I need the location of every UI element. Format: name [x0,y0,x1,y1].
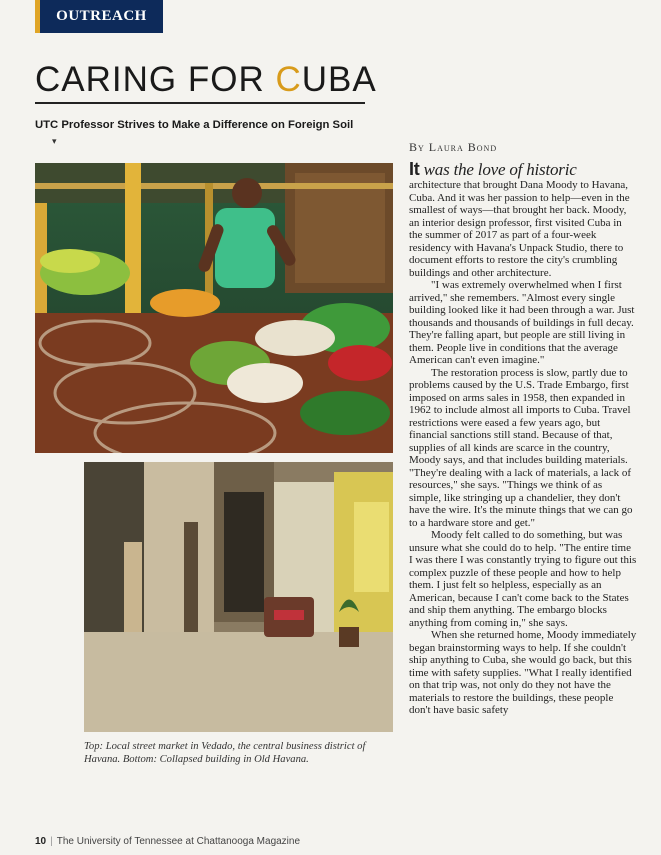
section-tab [35,0,163,33]
title-accent-letter: C [275,60,302,99]
title-part-1: CARING FOR [35,60,276,99]
lead-rest: was the love of historic [423,160,577,179]
paragraph-1: architecture that brought Dana Moody to Havana, Cuba. And it was her passion to help—even in the smallest of ways—that brought her back. Moody, an interior design professor, first visited Cuba in the summer of 2017 as part of a four-week residency with Havana's Unpack Studio, there to document efforts to restore the city's crumbling buildings and other architecture. [409,179,630,279]
footer-separator: | [50,836,53,847]
page-title [35,60,377,100]
collapsed-building-image [84,462,393,732]
byline: By Laura Bond [409,140,498,154]
article-body [409,160,637,717]
title-part-2: UBA [301,60,377,99]
page-number: 10 [35,836,47,847]
paragraph-2: "I was extremely overwhelmed when I first arrived," she remembers. "Almost every single building looked like it had been through a war. Just thousands and thousands of buildings in full decay. They're falling apart, but people are still living in them. People live in conditions that the average American can't even imagine." [409,279,635,366]
paragraph-5: When she returned home, Moody immediately began brainstorming ways to help. If she couldn't ship anything to Cuba, she would go back, but this time with safety supplies. "What I really identified on that trip was, not only do they not have the materials to restore the buildings, these people don't have basic safety [409,629,637,716]
lead-dropin: It [409,159,420,179]
deck-subtitle: UTC Professor Strives to Make a Difference on Foreign Soil [35,119,354,131]
market-photo-image [35,163,393,453]
title-rule [35,102,365,104]
collapsed-building-photo [84,462,393,732]
page-footer [35,836,300,847]
publication-name: The University of Tennessee at Chattanooga Magazine [56,836,301,847]
photo-caption: Top: Local street market in Vedado, the central business district of Havana. Bottom: Collapsed building in Old Havana. [84,741,366,765]
deck-bullet: ▾ [52,136,57,146]
paragraph-3: The restoration process is slow, partly due to problems caused by the U.S. Trade Embargo, first imposed on arms sales in 1958, then expanded in 1962 to include almost all imports to Cuba. Travel restrictions were eased a few years ago, but financial sanctions still stand. Because of that, supplies of all kinds are scarce in the country, Moody says, and that includes building materials. "They're dealing with a lack of materials, a lack of resources," she says. "Things we think of as simple, like stringing up a chandelier, they don't have the wire. It's the minute things that we can go to a hardware store and get." [409,366,633,529]
paragraph-4: Moody felt called to do something, but was unsure what she could do to help. "The entire time I was there I was constantly trying to figure out this complex puzzle of these people and how to help them. I just felt so helpless, especially as an American, because I can't come back to the States and ship them anything. The embargo blocks anything from coming in," she says. [409,529,637,629]
lead-line [409,160,637,179]
section-label: OUTREACH [56,8,147,24]
market-photo [35,163,393,453]
